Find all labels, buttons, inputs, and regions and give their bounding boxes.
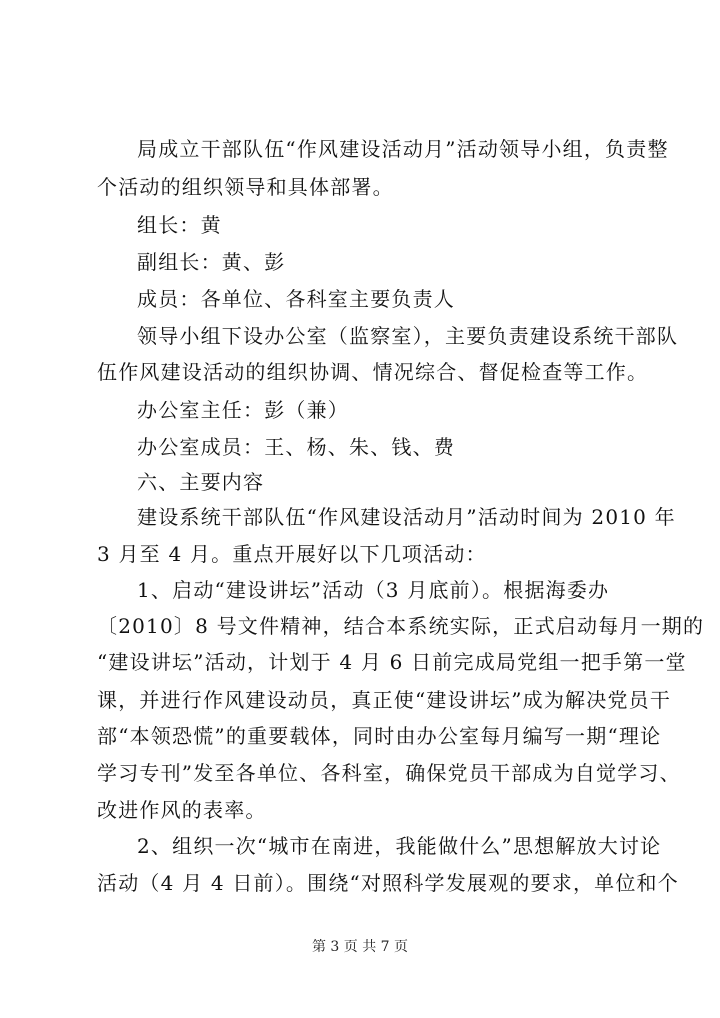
paragraph-line: 2、组织一次“城市在南进，我能做什么”思想解放大讨论	[137, 834, 662, 858]
paragraph-line: 〔2010〕8 号文件精神，结合本系统实际，正式启动每月一期的	[97, 614, 705, 638]
paragraph-line: 副组长：黄、彭	[137, 250, 286, 274]
paragraph-line: 个活动的组织领导和具体部署。	[97, 175, 394, 199]
paragraph-line: 学习专刊”发至各单位、各科室，确保党员干部成为自觉学习、	[97, 761, 681, 785]
paragraph-line: 课，并进行作风建设动员，真正使“建设讲坛”成为解决党员干	[97, 688, 672, 712]
page-footer: 第 3 页 共 7 页	[311, 939, 409, 955]
paragraph-line: 成员：各单位、各科室主要负责人	[137, 287, 455, 311]
paragraph-line: 领导小组下设办公室（监察室），主要负责建设系统干部队	[137, 324, 679, 348]
paragraph-line: 办公室主任：彭（兼）	[137, 398, 349, 422]
paragraph-line: 1、启动“建设讲坛”活动（3 月底前）。根据海委办	[137, 578, 610, 602]
paragraph-line: 局成立干部队伍“作风建设活动月”活动领导小组，负责整	[137, 137, 669, 161]
paragraph-line: 建设系统干部队伍“作风建设活动月”活动时间为 2010 年	[137, 505, 676, 529]
paragraph-line: 改进作风的表率。	[97, 798, 267, 822]
paragraph-line: 伍作风建设活动的组织协调、情况综合、督促检查等工作。	[97, 360, 649, 384]
paragraph-line: 3 月至 4 月。重点开展好以下几项活动：	[97, 542, 487, 566]
paragraph-line: “建设讲坛”活动，计划于 4 月 6 日前完成局党组一把手第一堂	[97, 650, 687, 674]
paragraph-line: 活动（4 月 4 日前）。围绕“对照科学发展观的要求，单位和个	[97, 871, 679, 895]
paragraph-line: 办公室成员：王、杨、朱、钱、费	[137, 435, 455, 459]
paragraph-line: 组长：黄	[137, 213, 222, 237]
paragraph-line: 部“本领恐慌”的重要载体，同时由办公室每月编写一期“理论	[97, 724, 662, 748]
section-heading: 六、主要内容	[137, 470, 265, 494]
